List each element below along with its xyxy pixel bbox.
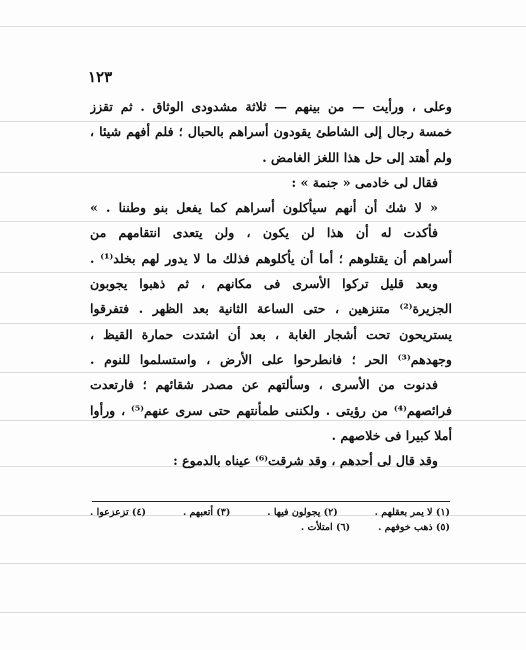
footnote-row: [90, 505, 450, 520]
text-line: فأكدت له أن هذا لن يكون ، ولن يتعدى انتقامهم من: [90, 225, 438, 241]
text-line: وبعد قليل تركوا الأسرى فى مكانهم ، ثم ذهبوا يجوبون: [90, 276, 438, 292]
footnotes: [90, 505, 450, 535]
text-line: وعلى ، ورأيت — من بينهم — ثلاثة مشدودى الوثاق . ثم تقزز: [90, 99, 452, 114]
footnote: (٥) ذهب خوفهم .: [378, 522, 450, 533]
page-number: ١٢٣: [88, 68, 113, 86]
footnote: (٢) يجولون فيها .: [267, 507, 338, 518]
ruled-line: [0, 26, 526, 27]
text-line: ولم أهتد إلى حل هذا اللغز الغامض .: [262, 149, 452, 165]
text-line: وجهدهم⁽³⁾ الحر ؛ فانطرحوا على الأرض ، واستسلموا للنوم .: [90, 351, 452, 367]
footnote: (٦) امتلأت .: [300, 522, 351, 533]
footnote: (٣) أتعبهم .: [182, 507, 231, 518]
ruled-line: [0, 612, 526, 613]
text-line: أسراهم أن يقتلوهم ؛ أما أن يأكلوهم فذلك ما لا يدور لهم بخلد⁽¹⁾ .: [90, 250, 452, 266]
text-line: فدنوت من الأسرى ، وسألتهم عن مصدر شقائهم ؛ فارتعدت: [90, 377, 438, 393]
footnote-row: [90, 520, 450, 535]
text-line: أملا كبيرا فى خلاصهم .: [331, 427, 452, 443]
text-line: فرائصهم⁽⁴⁾ من رؤيتى . ولكننى طمأنتهم حتى سرى عنهم⁽⁵⁾ ، ورأوا: [90, 402, 452, 418]
ruled-line: [0, 563, 526, 564]
text-line: « لا شك أن أنهم سيأكلون أسراهم كما يفعل بنو وطننا . »: [90, 200, 438, 216]
footnote: (١) لا يمر بعقلهم .: [374, 507, 450, 518]
text-line: الجزيرة⁽²⁾ متنزهين ، حتى الساعة الثانية بعد الظهر . فتفرقوا: [90, 301, 452, 317]
text-line: خمسة رجال إلى الشاطئ يقودون أسراهم بالحبال ؛ فلم أفهم شيئا ،: [90, 124, 452, 140]
body-text: [90, 94, 452, 473]
text-line: فقال لى خادمى « جنمة » :: [291, 174, 438, 190]
text-line: يستريحون تحت أشجار الغابة ، بعد أن اشتدت حمارة القيظ ،: [90, 326, 452, 342]
footnote: (٤) تزعزعوا .: [90, 507, 147, 518]
footnote-divider: [92, 501, 450, 502]
text-line: وقد قال لى أحدهم ، وقد شرقت⁽⁶⁾ عيناه بالدموع :: [173, 453, 438, 469]
